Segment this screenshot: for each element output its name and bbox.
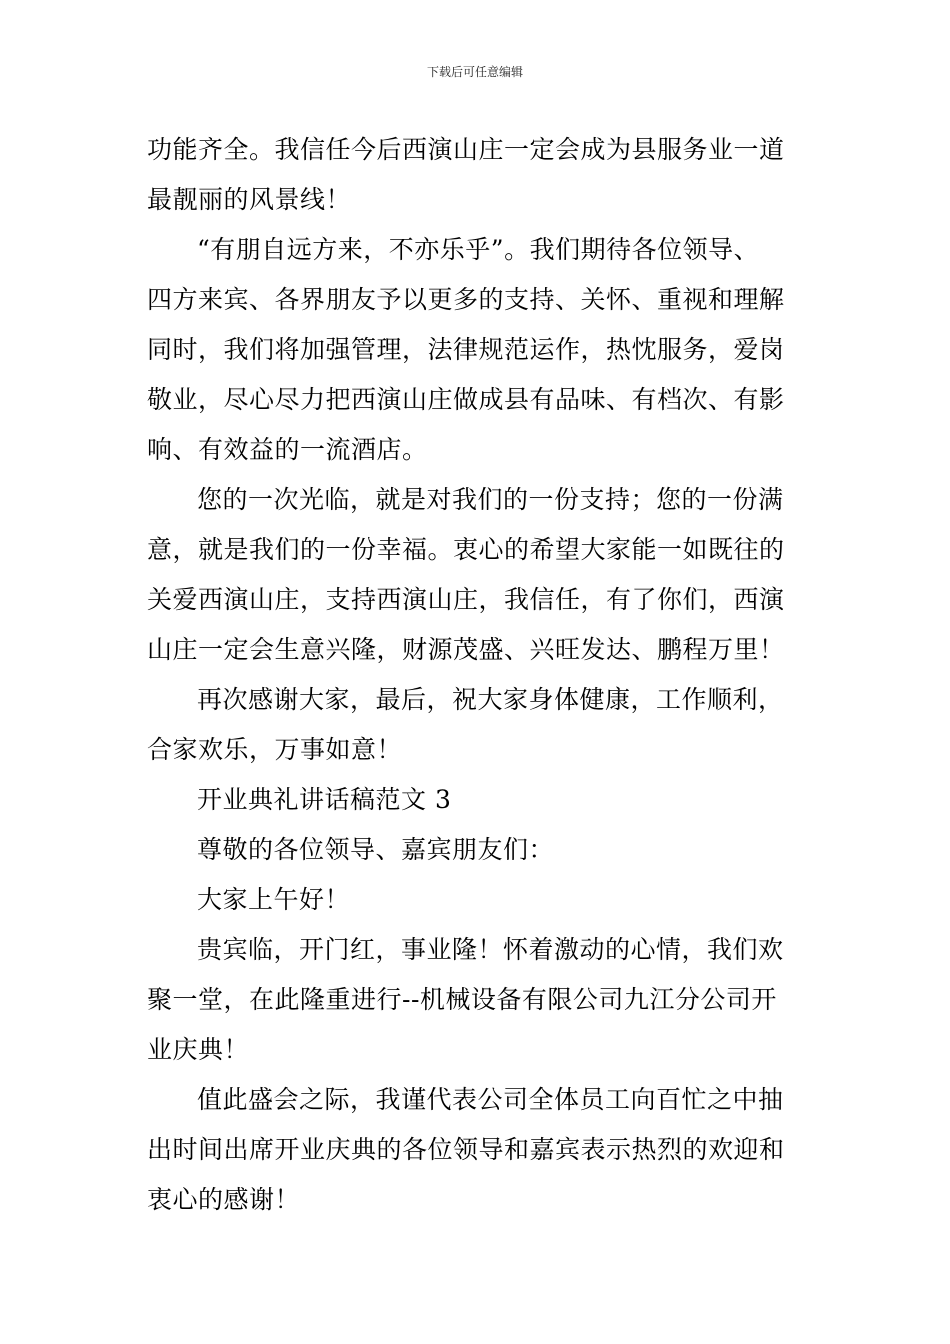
salutation	[147, 825, 807, 875]
paragraph-line: 最靓丽的风景线！	[147, 185, 352, 214]
paragraph-line: 您的一次光临，就是对我们的一份支持；您的一份满	[197, 485, 784, 514]
paragraph	[147, 475, 807, 675]
paragraph	[147, 125, 807, 225]
paragraph-line: 敬业，尽心尽力把西演山庄做成县有品味、有档次、有影	[147, 385, 785, 414]
paragraph-line: 贵宾临，开门红，事业隆！怀着激动的心情，我们欢	[197, 935, 784, 964]
greeting	[147, 875, 807, 925]
paragraph-line: 聚一堂，在此隆重进行--机械设备有限公司九江分公司开	[147, 985, 777, 1014]
paragraph-line: 关爱西演山庄，支持西演山庄，我信任，有了你们，西演	[147, 585, 785, 614]
paragraph-line: 山庄一定会生意兴隆，财源茂盛、兴旺发达、鹏程万里！	[147, 635, 785, 664]
paragraph-line: 业庆典！	[147, 1035, 250, 1064]
page-header: 下载后可任意编辑	[426, 65, 523, 79]
document-body	[147, 125, 807, 1225]
paragraph-line: 再次感谢大家，最后，祝大家身体健康，工作顺利，	[197, 685, 784, 714]
paragraph-line: 出时间出席开业庆典的各位领导和嘉宾表示热烈的欢迎和	[147, 1135, 785, 1164]
paragraph-line: 尊敬的各位领导、嘉宾朋友们：	[197, 835, 555, 864]
paragraph-line: “有朋自远方来，不亦乐乎”。我们期待各位领导、	[197, 235, 760, 264]
paragraph-line: 意，就是我们的一份幸福。衷心的希望大家能一如既往的	[147, 535, 785, 564]
paragraph	[147, 1075, 807, 1225]
paragraph-line: 开业典礼讲话稿范文 3	[197, 785, 452, 814]
paragraph-line: 响、有效益的一流酒店。	[147, 435, 428, 464]
paragraph-line: 合家欢乐，万事如意！	[147, 735, 403, 764]
paragraph	[147, 675, 807, 775]
section-title	[147, 775, 807, 825]
paragraph	[147, 225, 807, 475]
paragraph-line: 同时，我们将加强管理，法律规范运作，热忱服务，爱岗	[147, 335, 785, 364]
paragraph-line: 衷心的感谢！	[147, 1185, 301, 1214]
paragraph-line: 大家上午好！	[197, 885, 351, 914]
paragraph-line: 四方来宾、各界朋友予以更多的支持、关怀、重视和理解	[147, 285, 785, 314]
paragraph	[147, 925, 807, 1075]
paragraph-line: 功能齐全。我信任今后西演山庄一定会成为县服务业一道	[147, 135, 785, 164]
paragraph-line: 值此盛会之际，我谨代表公司全体员工向百忙之中抽	[197, 1085, 784, 1114]
